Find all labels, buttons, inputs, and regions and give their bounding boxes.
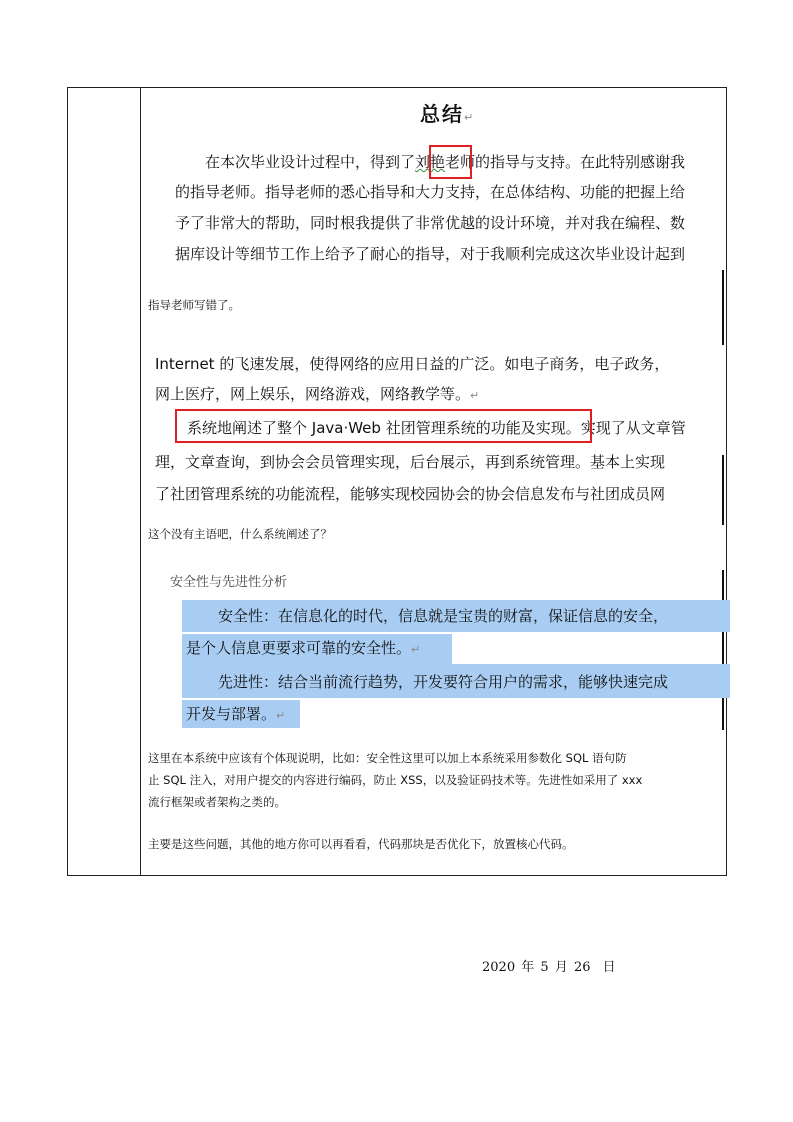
paragraph-mark-icon: ↵ (411, 643, 421, 656)
cut-off-line (170, 575, 350, 590)
comment-3-line-3: 流行框架或者架构之类的。 (148, 795, 286, 809)
paragraph-mark-icon: ↵ (470, 389, 480, 402)
block2-line-4: 理，文章查询，到协会会员管理实现，后台展示，再到系统管理。基本上实现 (155, 453, 666, 471)
block3-line-4-text: 开发与部署。 (186, 705, 277, 723)
highlighted-name: 刘艳 (415, 153, 446, 171)
date-month: 5 (540, 960, 549, 975)
block1-line-1-post: 老师的指导与支持。在此特别感谢我 (445, 153, 686, 171)
date-year-unit: 年 (521, 960, 535, 975)
crop-edge-line-1 (722, 270, 724, 345)
block2-line-1: Internet 的飞速发展，使得网络的应用日益的广泛。如电子商务，电子政务， (155, 355, 670, 373)
date-year: 2020 (482, 960, 516, 975)
block3-line-2 (186, 638, 420, 660)
paragraph-mark-icon: ↵ (276, 709, 286, 722)
block1-line-4: 据库设计等细节工作上给予了耐心的指导，对于我顺利完成这次毕业设计起到 (175, 245, 686, 263)
crop-edge-line-3 (722, 570, 724, 730)
cut-off-line-text: 安全性与先进性分析 (170, 575, 288, 590)
block2-line-2 (155, 384, 479, 406)
date-day-unit: 日 (602, 960, 616, 975)
block3-line-4 (186, 704, 285, 726)
comment-3-line-2: 止 SQL 注入，对用户提交的内容进行编码，防止 XSS，以及验证码技术等。先进性如采用了 xxx (148, 773, 643, 787)
block2-line-3: 系统地阐述了整个 Java·Web 社团管理系统的功能及实现。实现了从文章管 (187, 419, 686, 437)
paragraph-mark-icon: ↵ (464, 111, 476, 124)
crop-edge-line-2 (722, 455, 724, 525)
block2-line-5: 了社团管理系统的功能流程，能够实现校园协会的协会信息发布与社团成员网 (155, 485, 666, 503)
block2-line-2-text: 网上医疗，网上娱乐，网络游戏，网络教学等。 (155, 385, 471, 403)
column-divider (140, 87, 141, 876)
title-text: 总结 (420, 102, 464, 126)
block1-line-3: 予了非常大的帮助，同时根我提供了非常优越的设计环境，并对我在编程、数 (175, 214, 686, 232)
block3-line-3: 先进性：结合当前流行趋势，开发要符合用户的需求，能够快速完成 (218, 673, 669, 691)
block3-line-1: 安全性：在信息化的时代，信息就是宝贵的财富，保证信息的安全， (218, 607, 669, 625)
date-day: 26 (573, 960, 591, 975)
comment-3-line-1: 这里在本系统中应该有个体现说明，比如：安全性这里可以加上本系统采用参数化 SQL 语句防 (148, 751, 627, 765)
block3-line-2-text: 是个人信息更要求可靠的安全性。 (186, 639, 412, 657)
block1-line-1-pre: 在本次毕业设计过程中，得到了 (205, 153, 416, 171)
page-title (420, 98, 475, 127)
date-month-unit: 月 (554, 960, 568, 975)
block1-line-2: 的指导老师。指导老师的悉心指导和大力支持，在总体结构、功能的把握上给 (175, 183, 686, 201)
comment-2: 这个没有主语吧，什么系统阐述了？ (148, 527, 332, 541)
comment-4: 主要是这些问题，其他的地方你可以再看看，代码那块是否优化下，放置核心代码。 (148, 837, 574, 851)
sentence-red-box (175, 409, 592, 443)
comment-1: 指导老师写错了。 (148, 298, 240, 312)
name-red-box (429, 145, 472, 179)
signature-date (482, 956, 616, 975)
